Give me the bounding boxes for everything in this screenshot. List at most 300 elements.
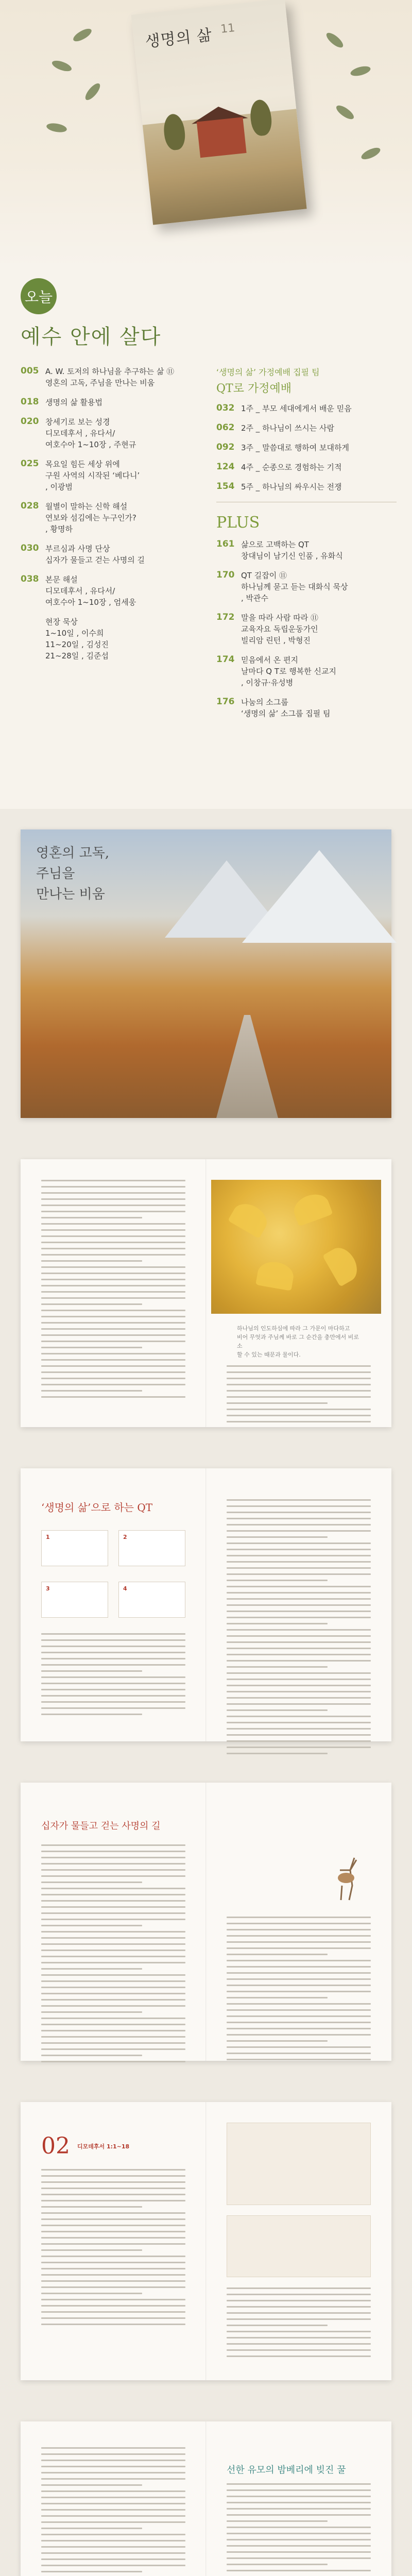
text-line (41, 1882, 142, 1883)
plus-item (216, 570, 397, 604)
text-line (41, 1223, 185, 1225)
plus-item (216, 697, 397, 719)
section-title: 선한 유모의 밤베리에 빚진 꿀 (227, 2465, 346, 2476)
text-line (41, 2286, 185, 2288)
text-line (41, 2061, 185, 2062)
ginkgo-leaves-photo (211, 1180, 381, 1314)
text-line (41, 2299, 185, 2300)
text-line (227, 2300, 371, 2301)
toc-item (21, 501, 211, 535)
text-line (41, 1390, 142, 1392)
text-line (41, 1211, 185, 1212)
text-line (41, 1968, 142, 1970)
body-text-block (227, 1365, 371, 1427)
text-line (41, 2497, 185, 2498)
toc-entry-text: 믿음에서 온 편지 날마다 Q T로 행복한 신교지 , 이창규·유성병 (241, 655, 336, 687)
text-line (41, 2169, 185, 2171)
text-line (227, 2028, 371, 2029)
text-line (227, 2059, 371, 2060)
toc-entry-text: 부르심과 사명 단상 십자가 물들고 걷는 사명의 길 (45, 544, 145, 565)
text-line (227, 1611, 371, 1612)
text-line (227, 1378, 371, 1379)
text-line (41, 2472, 185, 2473)
text-line (227, 1734, 371, 1736)
text-line (41, 2534, 185, 2535)
text-line (41, 1341, 185, 1342)
text-line (41, 1633, 185, 1635)
text-line (41, 2280, 185, 2282)
article-title: 십자가 물들고 걷는 사명의 길 (41, 1821, 161, 1832)
text-line (41, 2055, 142, 2056)
text-line (227, 1966, 371, 1968)
text-line (41, 2305, 185, 2307)
text-line (41, 1943, 185, 1945)
text-line (41, 2558, 185, 2560)
text-line (41, 2293, 142, 2294)
text-line (41, 2478, 185, 2480)
text-line (227, 2496, 371, 2497)
plus-item (216, 539, 397, 562)
text-line (41, 1334, 185, 1336)
text-line (227, 1954, 328, 1955)
article-spread-section (0, 1762, 412, 2081)
text-line (41, 1670, 142, 1672)
text-line (41, 1962, 185, 1963)
text-line (41, 1664, 185, 1666)
body-text-block (227, 2287, 371, 2362)
text-line (227, 2009, 371, 2011)
text-line (227, 2294, 371, 2295)
text-line (41, 1676, 185, 1678)
text-line (41, 2231, 185, 2232)
text-line (227, 1685, 371, 1686)
note-box (227, 2215, 371, 2277)
text-line (227, 2557, 371, 2559)
text-line (227, 1703, 371, 1705)
text-line (41, 2011, 142, 2013)
text-line (41, 1707, 185, 1709)
text-line (227, 1561, 371, 1563)
body-text-block (41, 2447, 185, 2576)
text-line (41, 1192, 185, 1194)
text-line (41, 1937, 185, 1939)
text-line (41, 1906, 185, 1908)
text-line (41, 1900, 185, 1902)
text-line (227, 2483, 371, 2485)
toc-page-number (21, 616, 45, 662)
text-line (41, 2324, 185, 2325)
text-line (41, 1689, 185, 1690)
text-line (227, 1505, 371, 1507)
magazine-spread (21, 1783, 391, 2061)
text-line (227, 1960, 371, 1961)
toc-entry-text: QT 길잡이 ⑪ 하나님께 묻고 듣는 대화식 묵상 , 박관수 (241, 571, 348, 603)
text-line (41, 2521, 185, 2523)
text-line (227, 1384, 371, 1385)
text-line (41, 2565, 185, 2566)
family-worship-item (216, 403, 397, 414)
toc-page-number: 124 (216, 462, 235, 472)
text-line (227, 1524, 371, 1526)
text-line (227, 1365, 371, 1367)
text-line (227, 1716, 371, 1717)
text-line (41, 1875, 185, 1877)
text-line (41, 1639, 185, 1641)
text-line (227, 1549, 371, 1550)
text-line (227, 1409, 371, 1410)
plus-item (216, 654, 397, 688)
text-line (227, 1580, 328, 1581)
toc-entry-text: 현장 묵상 1~10일 , 이수희 11~20일 , 김성진 21~28일 , 김준섭 (45, 617, 109, 660)
text-line (227, 2040, 328, 2042)
text-line (227, 2514, 371, 2516)
text-line (227, 1567, 371, 1569)
road-decor (216, 1015, 278, 1118)
text-line (41, 2460, 185, 2461)
toc-item (21, 574, 211, 608)
text-line (227, 2355, 371, 2357)
toc-entry-text: 말을 따라 사람 따라 ⑪ 교육자요 독립운동가인 빌리암 린턴 , 박형진 (241, 613, 318, 645)
magazine-masthead: 생명의 삶 (144, 26, 213, 52)
daily-spread-section (0, 2081, 412, 2401)
text-line (227, 1555, 371, 1556)
qt-spread-section (0, 1448, 412, 1762)
text-line (227, 1635, 371, 1637)
text-line (41, 1993, 185, 1994)
text-line (41, 2552, 185, 2554)
text-line (41, 1646, 185, 1647)
text-line (41, 2311, 185, 2313)
qt-step-box: 4 (118, 1582, 185, 1618)
note-box (227, 2123, 371, 2205)
toc-page-number: 092 (216, 442, 235, 452)
text-line (227, 2046, 371, 2048)
text-line (41, 1925, 142, 1926)
body-text-block (227, 1499, 371, 1759)
text-line (227, 1518, 371, 1519)
toc-entry-text: 생명의 삶 활용법 (45, 398, 102, 407)
text-line (41, 1851, 185, 1852)
text-line (41, 2509, 185, 2511)
text-line (41, 1695, 185, 1697)
text-line (41, 2490, 185, 2492)
text-line (41, 1297, 185, 1299)
text-line (41, 1869, 185, 1871)
text-line (41, 2262, 185, 2263)
text-line (41, 2194, 185, 2195)
toc-entry-text: 월별이 말하는 신학 해설 연보와 섬김에는 누구인가? , 황명하 (45, 502, 136, 534)
text-line (227, 2551, 371, 2553)
text-line (227, 1709, 328, 1711)
text-line (41, 1316, 185, 1317)
foliage-left-decor (31, 21, 124, 175)
ginkgo-spread-section (0, 1139, 412, 1448)
text-line (41, 2018, 185, 2019)
house-decor (197, 117, 247, 158)
foliage-right-decor (304, 31, 397, 196)
toc-page-number: 018 (21, 397, 39, 407)
toc-page-number: 038 (21, 574, 39, 584)
text-line (227, 1935, 371, 1937)
text-line (227, 1586, 371, 1587)
text-line (41, 1365, 185, 1367)
text-line (41, 1919, 185, 1920)
text-line (41, 1322, 185, 1324)
body-text-block (41, 1844, 185, 2067)
toc-page-number: 176 (216, 697, 235, 707)
text-line (41, 1894, 185, 1895)
text-line (41, 1217, 142, 1218)
text-line (227, 2533, 371, 2534)
text-line (227, 2508, 371, 2510)
text-line (41, 2212, 185, 2214)
toc-page-number: 032 (216, 403, 235, 413)
magazine-issue-number: 11 (220, 21, 236, 36)
family-worship-item (216, 462, 397, 473)
toc-page-number: 172 (216, 612, 235, 622)
plus-title: PLUS (216, 514, 260, 532)
toc-page-number: 005 (21, 366, 39, 376)
text-line (41, 2268, 185, 2269)
text-line (227, 1512, 371, 1513)
text-line (227, 2331, 371, 2332)
text-line (41, 1273, 185, 1274)
text-line (227, 2489, 371, 2491)
text-line (41, 1198, 185, 1200)
text-line (41, 2243, 185, 2245)
toc-entry-text: 5주 _ 하나님의 싸우시는 전쟁 (241, 482, 342, 492)
text-line (41, 1229, 185, 1231)
text-line (227, 2337, 371, 2338)
text-line (41, 2466, 185, 2467)
text-line (41, 1652, 185, 1653)
text-line (227, 1654, 371, 1655)
text-line (41, 1205, 185, 1206)
text-line (41, 1279, 185, 1280)
text-line (41, 2540, 185, 2541)
text-line (41, 1999, 185, 2001)
family-worship-list (216, 403, 397, 493)
text-line (227, 2325, 328, 2326)
text-line (227, 1972, 371, 1974)
text-line (227, 1421, 371, 1422)
text-line (41, 1353, 185, 1354)
toc-entry-text: 나눔의 소그룹 ‘생명의 삶’ 소그룹 집필 팀 (241, 698, 331, 718)
text-line (41, 1931, 185, 1933)
body-text-block (41, 1633, 185, 1720)
text-line (227, 2053, 371, 2054)
text-line (41, 1857, 185, 1858)
text-line (227, 1371, 371, 1373)
text-line (227, 1978, 371, 1980)
text-line (41, 1378, 185, 1379)
text-line (41, 1248, 185, 1249)
toc-page-number: 161 (216, 539, 235, 549)
toc-entry-text: 1주 _ 부모 세대에게서 배운 믿음 (241, 404, 352, 413)
text-line (41, 2317, 185, 2319)
text-line (41, 1242, 185, 1243)
text-line (227, 1573, 371, 1575)
autumn-spread-section (0, 809, 412, 1139)
magazine-spread (21, 1159, 391, 1427)
magazine-cover-image (131, 0, 306, 225)
text-line (227, 1941, 371, 1943)
text-line (227, 1530, 371, 1532)
toc-entry-text: 목요일 힘든 세상 위에 구원 사역의 시작된 ‘베다니’ , 이광범 (45, 460, 140, 492)
teal-spread-section (0, 2401, 412, 2576)
text-line (41, 2571, 142, 2572)
text-line (41, 1285, 185, 1286)
text-line (227, 1396, 371, 1398)
toc-item (21, 416, 211, 450)
qt-guide-title: ‘생명의 삶’으로 하는 QT (41, 1501, 153, 1514)
family-worship-title: QT로 가정예배 (216, 382, 291, 395)
text-line (227, 2312, 371, 2314)
qt-step-box: 2 (118, 1530, 185, 1566)
text-line (227, 1929, 371, 1930)
text-line (227, 2527, 371, 2528)
toc-entry-text: 3주 _ 말씀대로 행하여 보대하게 (241, 443, 349, 452)
text-line (227, 2034, 371, 2036)
text-line (41, 1254, 185, 1256)
text-line (41, 2453, 185, 2455)
text-line (41, 1658, 185, 1659)
day-number: 02 (41, 2133, 70, 2159)
text-line (41, 1303, 142, 1305)
photo-caption: 하나님의 인도하심에 따라 그 가문이 마다하고 비어 무엇과 주님께 바로 그 순간을 충만에서 비로소 할 수 있는 때문과 물이다. (237, 1325, 359, 1358)
toc-entry-text: 본문 해설 디모데후서 , 유다서/ 여호수아 1~10장 , 엄세웅 (45, 575, 136, 607)
text-line (227, 1947, 371, 1949)
toc-page-number: 062 (216, 422, 235, 433)
text-line (227, 1592, 371, 1594)
text-line (227, 1997, 328, 1998)
toc-entry-text: 4주 _ 순종으로 경험하는 기적 (241, 463, 342, 472)
text-line (227, 2015, 371, 2017)
text-line (227, 1691, 371, 1692)
toc-entry-text: 창세기로 보는 성경 디모데후서 , 유다서/ 여호수아 1~10장 , 주현규 (45, 417, 136, 449)
text-line (41, 1186, 185, 1188)
text-line (41, 1912, 185, 1914)
text-line (227, 1536, 328, 1538)
text-line (41, 1291, 185, 1293)
magazine-spread (21, 2421, 391, 2576)
toc-page-number: 154 (216, 481, 235, 492)
text-line (227, 2318, 371, 2320)
text-line (41, 2206, 142, 2208)
text-line (227, 1728, 371, 1730)
body-text-block (227, 2483, 371, 2576)
text-line (227, 1598, 371, 1600)
text-line (41, 2546, 185, 2548)
text-line (227, 1629, 371, 1631)
text-line (41, 2249, 142, 2251)
qt-step-box: 3 (41, 1582, 108, 1618)
text-line (227, 1679, 371, 1680)
text-line (227, 2539, 371, 2540)
text-line (41, 1328, 185, 1330)
text-line (227, 1543, 371, 1544)
text-line (41, 2225, 185, 2226)
deer-illustration (330, 1855, 360, 1901)
text-line (41, 1683, 185, 1684)
text-line (227, 1499, 371, 1501)
text-line (41, 2048, 185, 2050)
autumn-landscape-photo (21, 829, 391, 1118)
text-line (227, 2003, 371, 2005)
text-line (227, 1402, 328, 1404)
text-line (227, 2545, 371, 2547)
text-line (41, 1371, 185, 1373)
toc-page-number: 025 (21, 459, 39, 469)
text-line (227, 1923, 371, 1924)
text-line (41, 1347, 142, 1348)
toc-page-number: 030 (21, 543, 39, 553)
toc-page-number: 174 (216, 654, 235, 665)
toc-page-number: 170 (216, 570, 235, 580)
text-line (41, 2256, 185, 2257)
text-line (41, 1974, 185, 1976)
toc-entry-text: A. W. 토저의 하나님을 추구하는 삶 ⑪ 영혼의 고독, 주님을 만나는 비움 (45, 367, 175, 387)
toc-item (21, 543, 211, 566)
text-line (41, 2515, 185, 2517)
family-worship-item (216, 442, 397, 453)
text-line (41, 2024, 185, 2025)
text-line (227, 1666, 328, 1668)
text-line (227, 1660, 371, 1662)
magazine-spread (21, 1468, 391, 1741)
text-line (41, 1987, 185, 1988)
text-line (227, 2022, 371, 2023)
text-line (41, 2200, 185, 2201)
text-line (41, 2237, 185, 2239)
text-line (227, 1747, 371, 1748)
text-line (227, 1917, 371, 1918)
text-line (227, 1722, 371, 1723)
text-line (41, 2188, 185, 2189)
text-line (227, 1991, 371, 1992)
text-line (41, 2036, 185, 2038)
family-worship-item (216, 422, 397, 434)
text-line (41, 1701, 185, 1703)
text-line (41, 2503, 185, 2504)
brand-badge: 오늘 (21, 278, 57, 314)
toc-item (21, 459, 211, 493)
text-line (41, 2218, 185, 2220)
text-line (227, 1641, 371, 1643)
text-line (41, 1235, 185, 1237)
magazine-spread (21, 2102, 391, 2380)
text-line (227, 1617, 371, 1618)
text-line (41, 2447, 185, 2449)
toc-item (21, 397, 211, 408)
text-line (41, 1384, 185, 1385)
text-line (41, 1310, 185, 1311)
text-line (227, 2520, 328, 2522)
toc-page-number: 028 (21, 501, 39, 511)
text-line (41, 2528, 142, 2529)
toc-page-number: 020 (21, 416, 39, 427)
text-line (227, 2570, 371, 2571)
text-line (227, 2343, 371, 2345)
text-line (227, 1604, 371, 1606)
plus-item (216, 612, 397, 646)
text-line (227, 2349, 371, 2351)
toc-entry-text: 삶으로 고백하는 QT 창대님이 남기신 인품 , 유화식 (241, 540, 343, 561)
text-line (41, 2484, 142, 2486)
text-line (227, 1415, 371, 1416)
text-line (41, 2181, 185, 2183)
text-line (41, 2175, 185, 2177)
